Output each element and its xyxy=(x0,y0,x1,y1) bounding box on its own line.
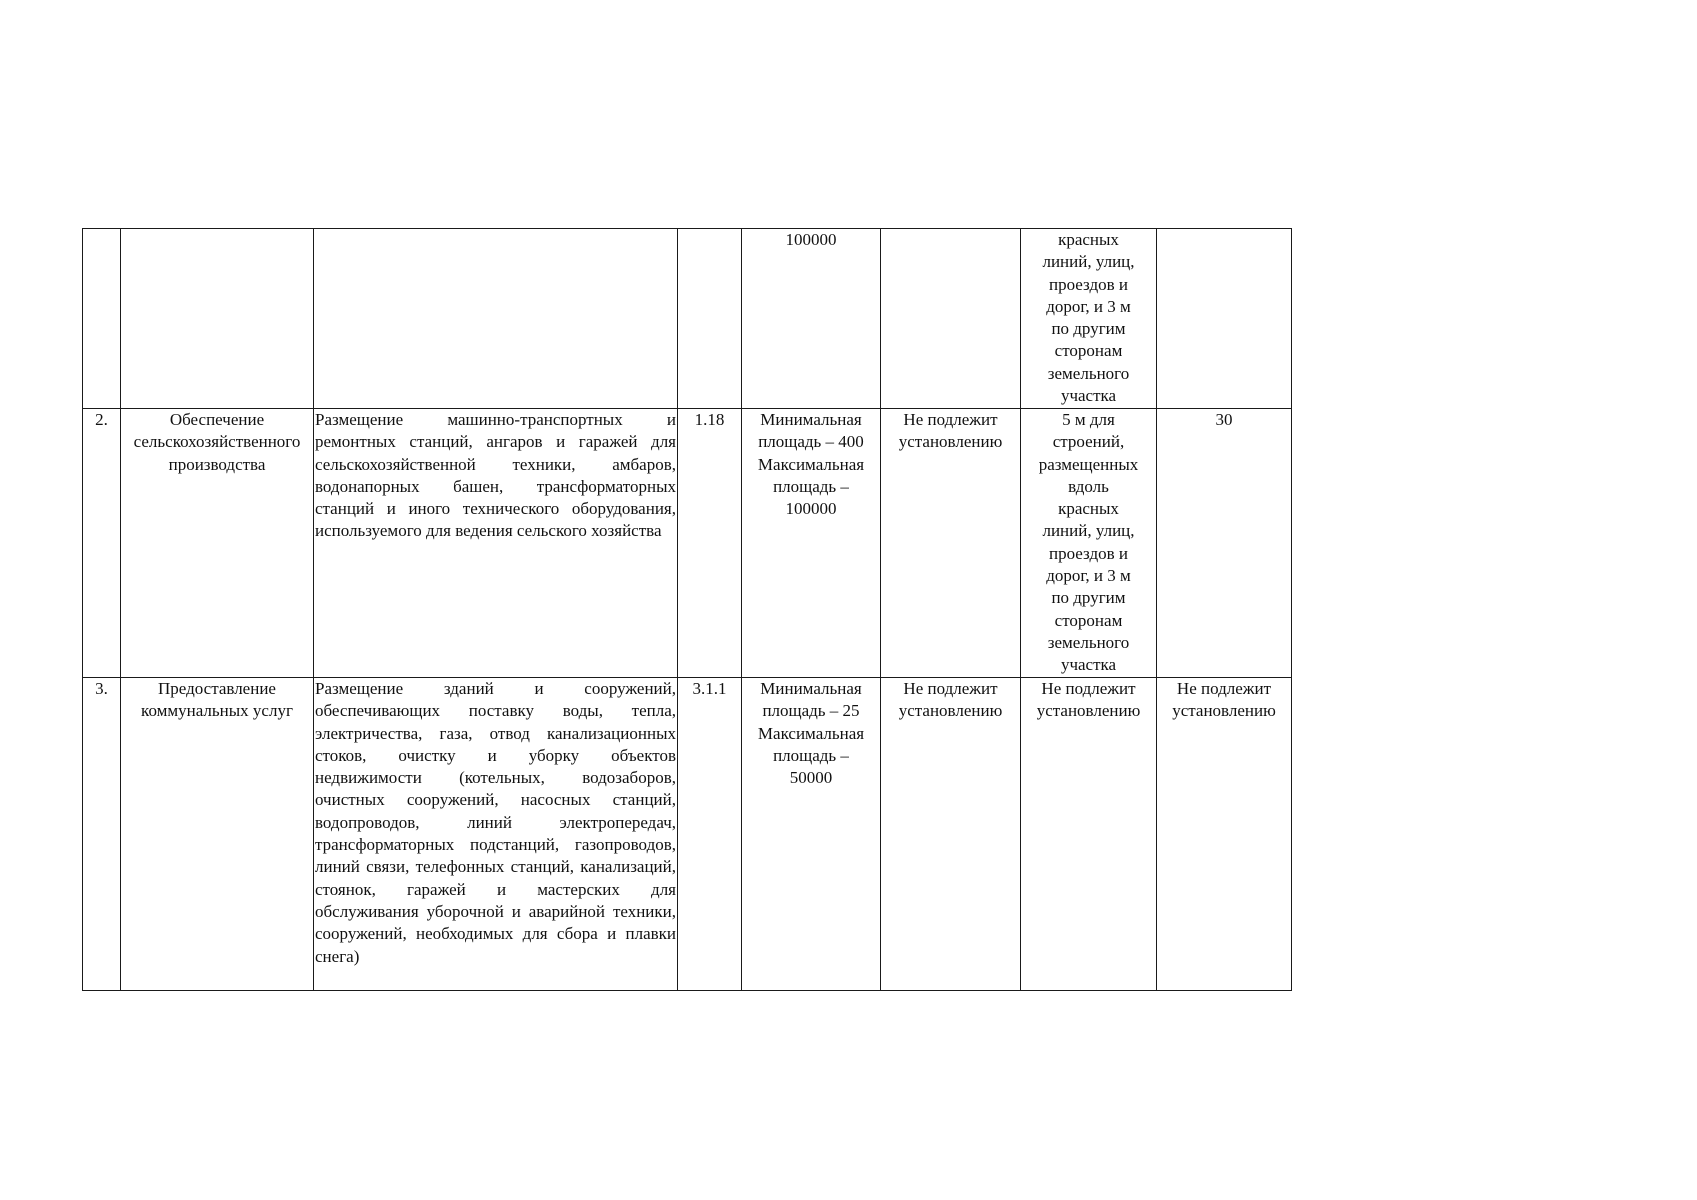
coverage-percent-cell: Не подлежит установлению xyxy=(1157,678,1292,991)
use-code-cell xyxy=(678,229,742,409)
setback-cell: красных линий, улиц, проездов и дорог, и 3 м по другим сторонам земельного участка xyxy=(1021,229,1157,409)
row-number-cell: 3. xyxy=(83,678,121,991)
use-description-cell: Размещение зданий и сооружений, обеспечивающих поставку воды, тепла, электричества, газа, отвод канализационных стоков, очистку и уборку объектов недвижимости (котельных, водозаборов, очистных сооружений, насосных станций, водопроводов, линий электропередач, трансформаторных подстанций, газопроводов, линий связи, телефонных станций, канализаций, стоянок, гаражей и мастерских для обслуживания уборочной и аварийной техники, сооружений, необходимых для сбора и плавки снега) xyxy=(314,678,678,991)
floors-limit-cell xyxy=(881,229,1021,409)
row-number-cell: 2. xyxy=(83,409,121,678)
coverage-percent-cell xyxy=(1157,229,1292,409)
use-description-cell xyxy=(314,229,678,409)
setback-cell: Не подлежит установлению xyxy=(1021,678,1157,991)
plot-area-cell: 100000 xyxy=(742,229,881,409)
table-row xyxy=(83,678,1292,991)
table-row xyxy=(83,409,1292,678)
use-code-cell: 3.1.1 xyxy=(678,678,742,991)
land-use-table xyxy=(82,228,1292,991)
plot-area-cell: Минимальная площадь – 25 Максимальная площадь – 50000 xyxy=(742,678,881,991)
floors-limit-cell: Не подлежит установлению xyxy=(881,678,1021,991)
plot-area-cell: Минимальная площадь – 400 Максимальная площадь – 100000 xyxy=(742,409,881,678)
setback-cell: 5 м для строений, размещенных вдоль красных линий, улиц, проездов и дорог, и 3 м по другим сторонам земельного участка xyxy=(1021,409,1157,678)
use-type-name-cell xyxy=(121,229,314,409)
row-number-cell xyxy=(83,229,121,409)
use-type-name-cell: Предоставление коммунальных услуг xyxy=(121,678,314,991)
table-row xyxy=(83,229,1292,409)
use-description-cell: Размещение машинно-транспортных и ремонтных станций, ангаров и гаражей для сельскохозяйственной техники, амбаров, водонапорных башен, трансформаторных станций и иного технического оборудования, используемого для ведения сельского хозяйства xyxy=(314,409,678,678)
floors-limit-cell: Не подлежит установлению xyxy=(881,409,1021,678)
use-code-cell: 1.18 xyxy=(678,409,742,678)
coverage-percent-cell: 30 xyxy=(1157,409,1292,678)
use-type-name-cell: Обеспечение сельскохозяйственного производства xyxy=(121,409,314,678)
